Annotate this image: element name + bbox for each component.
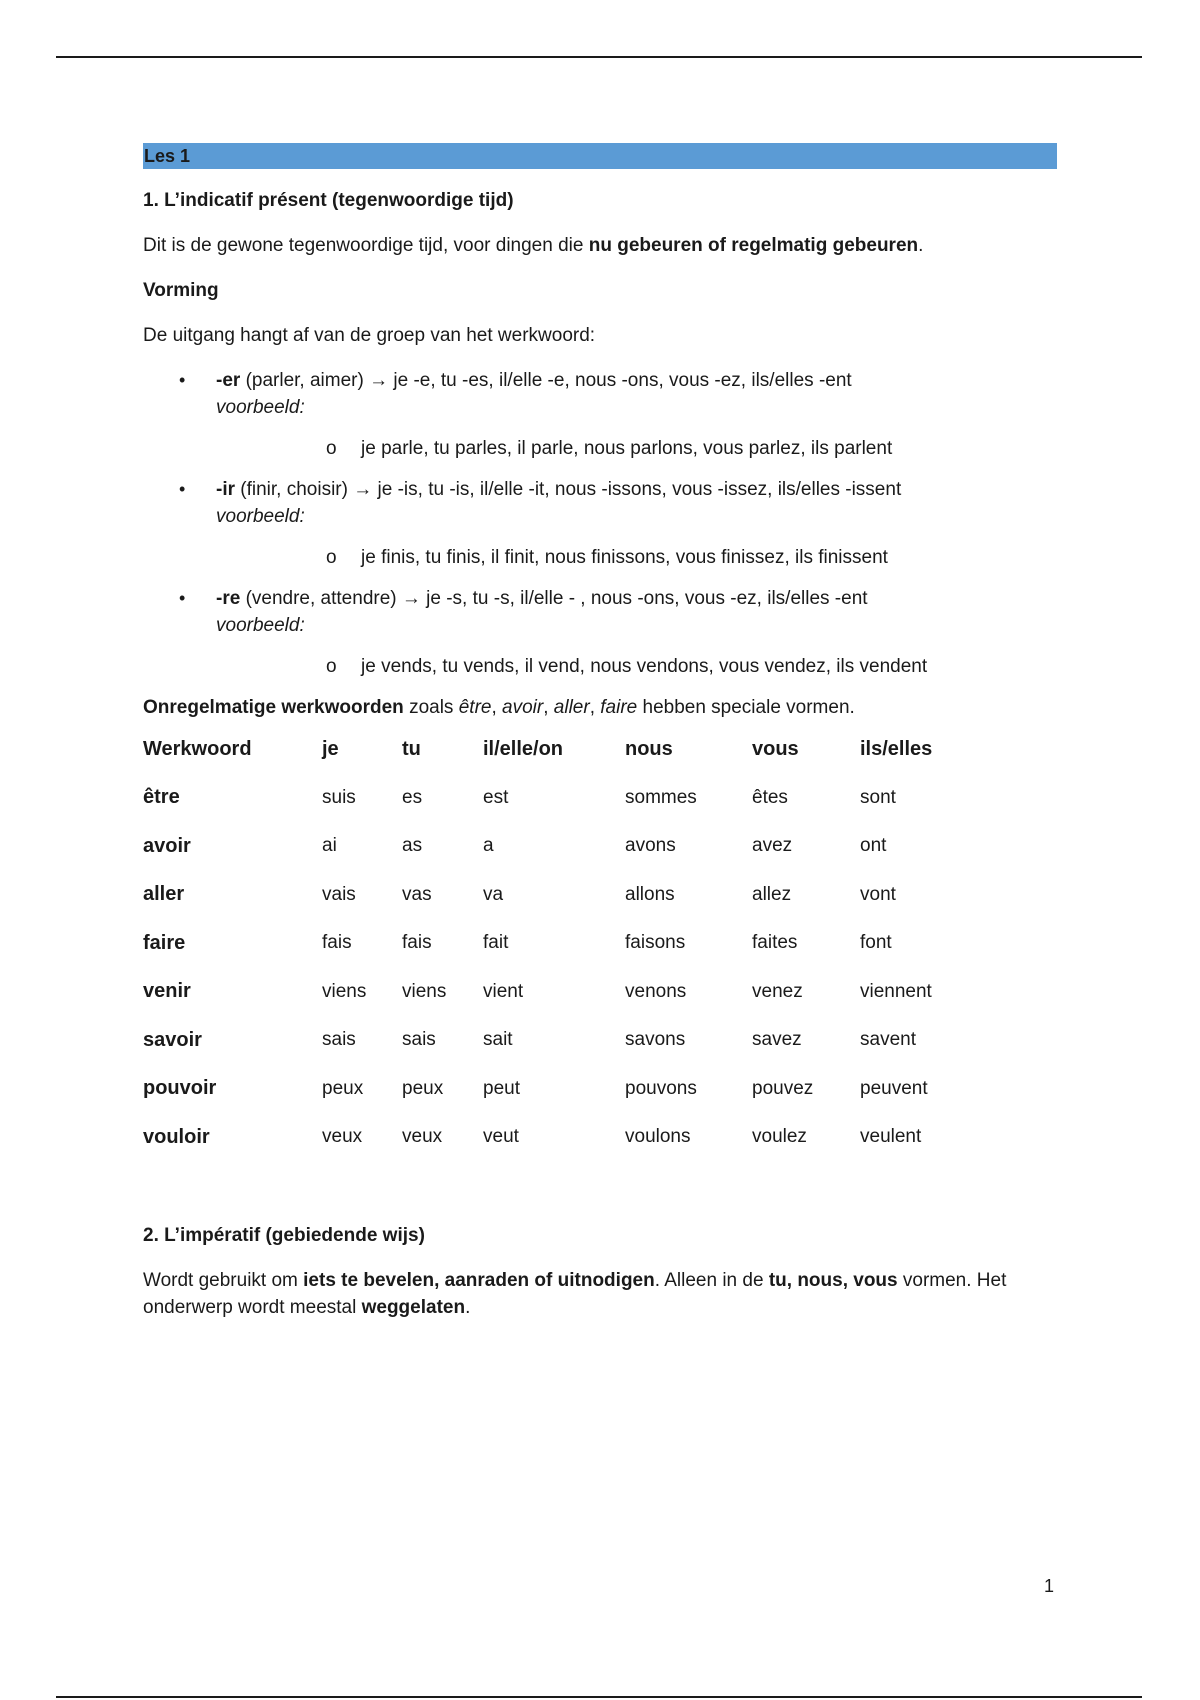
table-cell: sont	[860, 786, 896, 808]
irregular-intro: Onregelmatige werkwoorden zoals être, avoir, aller, faire hebben speciale vormen.	[143, 697, 855, 718]
table-cell: es	[402, 786, 423, 808]
table-cell: as	[402, 835, 423, 857]
page-number: 1	[1044, 1576, 1055, 1596]
table-cell: peut	[483, 1077, 520, 1099]
table-cell: va	[483, 883, 504, 905]
table-cell: vouloir	[143, 1125, 210, 1148]
table-cell: viens	[322, 980, 367, 1002]
section2	[143, 1222, 1057, 1321]
column-header: ils/elles	[860, 737, 933, 760]
conjugation-groups	[143, 367, 1057, 680]
table-cell: vient	[483, 980, 524, 1002]
table-cell: pouvoir	[143, 1077, 217, 1100]
column-header: vous	[752, 737, 799, 760]
table-row	[143, 774, 960, 823]
table-cell: peux	[402, 1077, 444, 1099]
table-cell: suis	[322, 786, 356, 808]
table-cell: viens	[402, 980, 447, 1002]
table-cell: avons	[625, 835, 676, 857]
group-er: • -er (parler, aimer) → je -e, tu -es, il/elle -e, nous -ons, vous -ez, ils/elles -ent voorbeeld: o je parle, tu parles, il parle, nous parlons, vous parlez, ils parlent	[143, 367, 1057, 462]
table-cell: savons	[625, 1029, 686, 1051]
table-cell: sais	[402, 1029, 436, 1051]
table-cell: êtes	[752, 786, 788, 808]
table-cell: peux	[322, 1077, 364, 1099]
footer-rule	[56, 1696, 1142, 1698]
table-row	[143, 1065, 960, 1114]
group-ir: • -ir (finir, choisir) → je -is, tu -is, il/elle -it, nous -issons, vous -issez, ils/elles -issent voorbeeld: o je finis, tu finis, il finit, nous finissons, vous finissez, ils finissent	[143, 476, 1057, 571]
table-row	[143, 1113, 960, 1162]
table-row	[143, 1016, 960, 1065]
table-cell: fais	[402, 932, 432, 954]
table-cell: aller	[143, 883, 185, 906]
column-header: nous	[625, 737, 673, 760]
header-rule	[56, 56, 1142, 58]
table-row	[143, 919, 960, 968]
table-cell: faites	[752, 932, 798, 954]
section2-text: Wordt gebruikt om iets te bevelen, aanraden of uitnodigen. Alleen in de tu, nous, vous vormen. Het onderwerp wordt meestal weggelaten.	[143, 1269, 1007, 1318]
table-cell: pouvez	[752, 1077, 814, 1099]
table-cell: venir	[143, 980, 191, 1003]
table-cell: a	[483, 835, 494, 857]
example-re: o je vends, tu vends, il vend, nous vendons, vous vendez, ils vendent	[326, 656, 928, 677]
table-cell: savez	[752, 1029, 802, 1051]
column-header: je	[322, 737, 339, 760]
table-cell: sais	[322, 1029, 356, 1051]
column-header: il/elle/on	[483, 737, 564, 760]
table-row	[143, 822, 960, 871]
table-cell: faisons	[625, 932, 686, 954]
table-cell: fait	[483, 932, 509, 954]
table-cell: sommes	[625, 786, 697, 808]
example-ir: o je finis, tu finis, il finit, nous finissons, vous finissez, ils finissent	[326, 547, 888, 568]
table-row	[143, 871, 960, 920]
page-content	[143, 143, 1057, 1321]
table-cell: font	[860, 932, 892, 954]
table-cell: veux	[402, 1126, 443, 1148]
section2-heading: 2. L’impératif (gebiedende wijs)	[143, 1224, 425, 1246]
vorming-heading: Vorming	[143, 280, 219, 301]
table-cell: venons	[625, 980, 687, 1002]
table-cell: ont	[860, 835, 887, 857]
table-cell: faire	[143, 931, 186, 954]
example-er: o je parle, tu parles, il parle, nous parlons, vous parlez, ils parlent	[326, 438, 893, 459]
table-cell: venez	[752, 980, 803, 1002]
table-cell: savoir	[143, 1028, 202, 1051]
table-cell: savent	[860, 1029, 916, 1051]
table-cell: est	[483, 786, 509, 808]
table-cell: sait	[483, 1029, 513, 1051]
table-cell: veut	[483, 1126, 519, 1148]
column-header: tu	[402, 737, 421, 760]
lesson-banner: Les 1	[143, 143, 1057, 169]
table-cell: allez	[752, 883, 792, 905]
table-cell: veulent	[860, 1126, 922, 1148]
table-cell: viennent	[860, 980, 932, 1002]
table-cell: allons	[625, 883, 675, 905]
section1-intro: Dit is de gewone tegenwoordige tijd, voor dingen die nu gebeuren of regelmatig gebeuren.	[143, 235, 924, 256]
table-header-row	[143, 725, 960, 774]
table-cell: voulons	[625, 1126, 691, 1148]
column-header: Werkwoord	[143, 737, 252, 760]
vorming-text: De uitgang hangt af van de groep van het werkwoord:	[143, 325, 596, 346]
table-cell: vas	[402, 883, 432, 905]
table-cell: vont	[860, 883, 896, 905]
table-cell: veux	[322, 1126, 363, 1148]
table-cell: peuvent	[860, 1077, 928, 1099]
section1-heading: 1. L’indicatif présent (tegenwoordige tijd)	[143, 190, 514, 211]
table-row	[143, 968, 960, 1017]
table-cell: voulez	[752, 1126, 807, 1148]
table-cell: avoir	[143, 834, 191, 857]
group-re: • -re (vendre, attendre) → je -s, tu -s, il/elle - , nous -ons, vous -ez, ils/elles -ent voorbeeld: o je vends, tu vends, il vend, nous vendons, vous vendez, ils vendent	[143, 585, 1057, 680]
table-cell: être	[143, 786, 180, 809]
table-cell: vais	[322, 883, 356, 905]
table-cell: avez	[752, 835, 793, 857]
table-cell: ai	[322, 835, 337, 857]
table-cell: fais	[322, 932, 352, 954]
irregular-verbs-table	[143, 725, 960, 1162]
table-cell: pouvons	[625, 1077, 697, 1099]
